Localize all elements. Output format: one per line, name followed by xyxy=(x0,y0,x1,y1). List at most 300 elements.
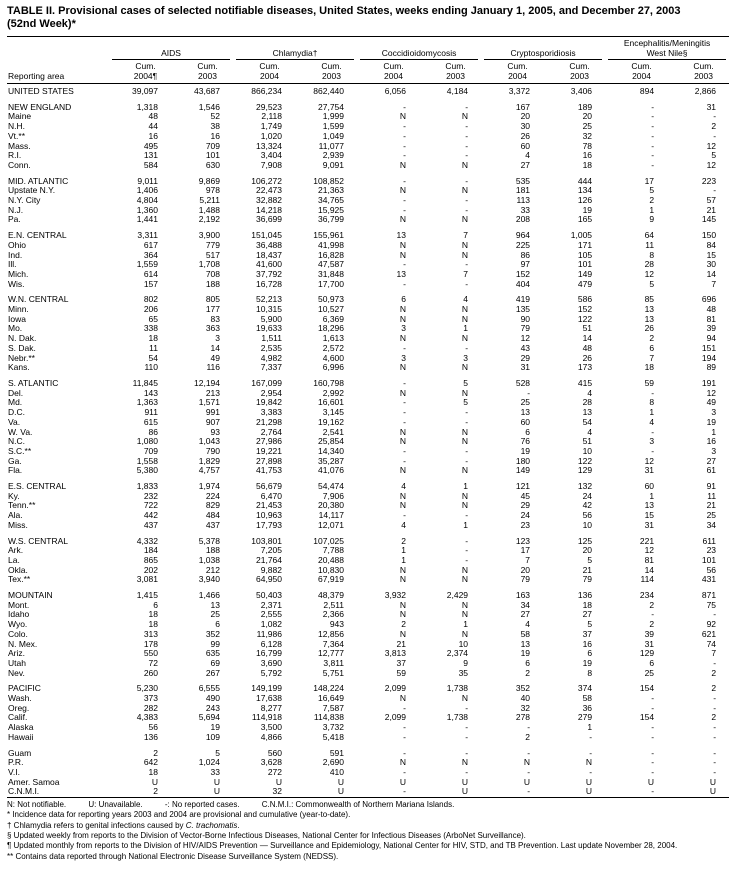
value-cell: 60 xyxy=(644,482,655,492)
value-cell: - xyxy=(651,102,655,112)
value-cell: 5,751 xyxy=(322,668,345,678)
value-cell: - xyxy=(465,768,469,777)
value-cell: 1,318 xyxy=(136,102,158,112)
value-cell: 21,764 xyxy=(256,555,282,565)
value-cell: 13 xyxy=(520,408,531,418)
value-cell: 101 xyxy=(701,555,717,565)
table-row xyxy=(7,521,729,531)
value-cell: - xyxy=(651,388,655,398)
value-cell: 3,628 xyxy=(260,758,282,768)
value-cell: 4,757 xyxy=(198,466,220,476)
footnotes xyxy=(7,800,729,862)
value-cell: 56,679 xyxy=(256,482,282,492)
table-row xyxy=(7,196,729,206)
value-cell: 27 xyxy=(520,160,531,170)
reporting-area-cell: N.J. xyxy=(8,205,24,215)
value-cell: 61 xyxy=(706,466,717,476)
table-row xyxy=(7,537,729,547)
value-cell: 517 xyxy=(205,250,220,260)
value-cell: 67,919 xyxy=(318,575,345,585)
reporting-area-cell: Del. xyxy=(8,388,24,398)
value-cell: 225 xyxy=(515,240,531,250)
reporting-area-cell: Idaho xyxy=(8,610,30,620)
value-cell: 5,694 xyxy=(198,713,220,723)
value-cell: 1,833 xyxy=(136,482,158,492)
value-cell: 404 xyxy=(515,279,531,289)
table-row xyxy=(7,492,729,502)
value-cell: 107,025 xyxy=(313,536,345,546)
table-header xyxy=(7,37,729,84)
value-cell: 79 xyxy=(520,324,531,334)
value-cell: N xyxy=(399,610,407,620)
value-cell: 31 xyxy=(644,520,655,530)
table-row xyxy=(7,640,729,650)
value-cell: 27,754 xyxy=(318,102,345,112)
value-cell: U xyxy=(709,777,717,787)
value-cell: 1,749 xyxy=(260,122,282,132)
value-cell: - xyxy=(713,758,717,768)
value-cell: 6 xyxy=(401,295,407,305)
table-row xyxy=(7,344,729,354)
value-cell: 13 xyxy=(644,501,655,511)
value-cell: 65 xyxy=(148,314,158,324)
value-cell: 586 xyxy=(577,295,593,305)
table-row xyxy=(7,501,729,511)
value-cell: 24 xyxy=(582,491,593,501)
value-cell: 10,315 xyxy=(256,305,282,315)
value-cell: N xyxy=(399,186,407,196)
value-cell: 805 xyxy=(205,295,220,305)
value-cell: 7,587 xyxy=(322,703,345,713)
value-cell: 911 xyxy=(144,408,158,418)
reporting-area-cell: Minn. xyxy=(8,305,29,315)
value-cell: U xyxy=(461,787,469,797)
value-cell: N xyxy=(399,466,407,476)
value-cell: 2 xyxy=(711,122,717,132)
value-cell: N xyxy=(399,491,407,501)
reporting-area-cell: Hawaii xyxy=(8,732,34,742)
table-row xyxy=(7,151,729,161)
reporting-area-cell: Ky. xyxy=(8,491,20,501)
value-cell: 16 xyxy=(148,131,158,141)
value-cell: N xyxy=(399,565,407,575)
value-cell: 278 xyxy=(515,713,531,723)
col-group-coccidioidomycosis-label: Coccidioidomycosis xyxy=(381,47,457,58)
value-cell: 2,366 xyxy=(322,610,345,620)
value-cell: 79 xyxy=(520,575,531,585)
value-cell: 15,925 xyxy=(318,205,345,215)
reporting-area-cell: Ga. xyxy=(8,456,22,466)
value-cell: - xyxy=(465,131,469,141)
value-cell: 14,218 xyxy=(256,205,282,215)
value-cell: 7,364 xyxy=(322,639,345,649)
value-cell: 39,097 xyxy=(132,86,158,96)
value-cell: - xyxy=(465,732,469,742)
value-cell: 3 xyxy=(215,334,220,344)
value-cell: 591 xyxy=(329,748,345,758)
value-cell: 722 xyxy=(143,501,158,511)
value-cell: 12 xyxy=(644,269,655,279)
value-cell: - xyxy=(465,446,469,456)
value-cell: U xyxy=(275,777,282,787)
table-row xyxy=(7,295,729,305)
value-cell: 1,738 xyxy=(446,684,469,694)
value-cell: 2,374 xyxy=(446,649,469,659)
value-cell: 149,199 xyxy=(251,684,282,694)
value-cell: 9,091 xyxy=(322,160,345,170)
col-group-aids-label: AIDS xyxy=(161,47,181,58)
footnote-line: † Chlamydia refers to genital infections caused by C. trachomatis. xyxy=(7,820,240,830)
reporting-area-cell: Conn. xyxy=(8,160,31,170)
value-cell: 36 xyxy=(582,703,593,713)
value-cell: 114 xyxy=(640,575,655,585)
value-cell: 8,277 xyxy=(260,703,282,713)
value-cell: - xyxy=(403,343,407,353)
value-cell: 13 xyxy=(520,639,531,649)
table-row xyxy=(7,749,729,759)
table-row xyxy=(7,778,729,788)
value-cell: U xyxy=(709,787,717,797)
value-cell: N xyxy=(399,112,407,122)
value-cell: 126 xyxy=(577,196,593,206)
value-cell: 6,369 xyxy=(322,314,345,324)
value-cell: 151,045 xyxy=(251,231,282,241)
value-cell: 1,080 xyxy=(136,437,158,447)
value-cell: - xyxy=(403,748,407,758)
value-cell: 113 xyxy=(516,196,531,206)
reporting-area-cell: N. Dak. xyxy=(8,334,37,344)
value-cell: 39 xyxy=(644,629,655,639)
value-cell: 165 xyxy=(577,215,593,225)
table-row xyxy=(7,447,729,457)
value-cell: - xyxy=(651,768,655,777)
reporting-area-cell: W.S. CENTRAL xyxy=(8,536,68,546)
value-cell: 3 xyxy=(401,353,407,363)
value-cell: 3,690 xyxy=(260,658,282,668)
value-cell: 894 xyxy=(639,86,655,96)
value-cell: 18 xyxy=(148,768,158,777)
reporting-area-cell: MOUNTAIN xyxy=(8,591,53,601)
value-cell: 59 xyxy=(644,378,655,388)
reporting-area-cell: Pa. xyxy=(8,215,21,225)
value-cell: 50,403 xyxy=(256,591,282,601)
value-cell: 4 xyxy=(525,151,531,161)
value-cell: 1,038 xyxy=(198,555,220,565)
table-row xyxy=(7,206,729,216)
value-cell: - xyxy=(465,102,469,112)
value-cell: N xyxy=(461,610,469,620)
value-cell: 13 xyxy=(644,305,655,315)
value-cell: 56 xyxy=(706,565,717,575)
value-cell: 157 xyxy=(143,279,158,289)
table-row xyxy=(7,270,729,280)
value-cell: 25 xyxy=(520,398,531,408)
value-cell: 282 xyxy=(143,703,158,713)
value-cell: 194 xyxy=(701,353,717,363)
value-cell: 14 xyxy=(582,334,593,344)
value-cell: 4,982 xyxy=(260,353,282,363)
value-cell: 10 xyxy=(458,639,469,649)
value-cell: 45 xyxy=(520,491,531,501)
value-cell: 26 xyxy=(582,353,593,363)
value-cell: 12 xyxy=(644,546,655,556)
table-row xyxy=(7,591,729,601)
col-group-cryptosporidiosis xyxy=(481,37,605,61)
value-cell: - xyxy=(465,748,469,758)
value-cell: 550 xyxy=(143,649,158,659)
value-cell: 9 xyxy=(463,658,469,668)
value-cell: 21 xyxy=(706,205,717,215)
value-cell: N xyxy=(585,758,593,768)
value-cell: 178 xyxy=(143,639,158,649)
value-cell: 163 xyxy=(515,591,531,601)
value-cell: 136 xyxy=(577,591,593,601)
value-cell: - xyxy=(713,186,717,196)
value-cell: 3 xyxy=(463,353,469,363)
value-cell: - xyxy=(403,279,407,289)
value-cell: 1,441 xyxy=(136,215,158,225)
value-cell: 1 xyxy=(401,555,407,565)
value-cell: - xyxy=(465,343,469,353)
subheader-west-nile-cum-2004: Cum. 2004 xyxy=(605,60,667,84)
notifiable-diseases-table xyxy=(7,36,729,798)
value-cell: 1,415 xyxy=(136,591,158,601)
value-cell: 86 xyxy=(520,250,531,260)
value-cell: 171 xyxy=(577,240,593,250)
value-cell: - xyxy=(527,388,531,398)
value-cell: 40 xyxy=(520,694,531,704)
value-cell: 202 xyxy=(143,565,158,575)
value-cell: 56 xyxy=(148,723,158,733)
value-cell: 7,205 xyxy=(260,546,282,556)
col-group-west-nile-label-line1: Encephalitis/Meningitis xyxy=(623,38,711,48)
col-group-aids xyxy=(109,37,233,61)
table-row xyxy=(7,280,729,290)
value-cell: - xyxy=(403,205,407,215)
value-cell: - xyxy=(465,546,469,556)
table-row xyxy=(7,630,729,640)
value-cell: 17 xyxy=(520,546,531,556)
value-cell: 20,380 xyxy=(318,501,345,511)
reporting-area-cell: Utah xyxy=(8,658,26,668)
value-cell: 145 xyxy=(701,215,717,225)
table-row xyxy=(7,408,729,418)
value-cell: 51 xyxy=(582,437,593,447)
value-cell: 180 xyxy=(515,456,531,466)
value-cell: 3 xyxy=(401,324,407,334)
value-cell: 69 xyxy=(210,658,220,668)
value-cell: 25 xyxy=(210,610,220,620)
value-cell: 35,287 xyxy=(318,456,345,466)
reporting-area-cell: N.H. xyxy=(8,122,25,132)
value-cell: - xyxy=(651,748,655,758)
table-row xyxy=(7,694,729,704)
value-cell: N xyxy=(523,758,531,768)
value-cell: 10 xyxy=(582,446,593,456)
value-cell: 17,700 xyxy=(318,279,345,289)
value-cell: 13 xyxy=(210,600,220,610)
reporting-area-cell: N.C. xyxy=(8,437,25,447)
value-cell: 260 xyxy=(143,668,158,678)
value-cell: N xyxy=(461,215,469,225)
reporting-area-cell: Ill. xyxy=(8,260,17,270)
subheader-cryptosporidiosis-cum-2003: Cum. 2003 xyxy=(543,60,605,84)
value-cell: 30 xyxy=(706,260,717,270)
value-cell: 374 xyxy=(577,684,593,694)
table-body xyxy=(7,84,729,798)
value-cell: U xyxy=(523,777,531,787)
value-cell: 12 xyxy=(706,388,717,398)
value-cell: 184 xyxy=(143,546,158,556)
value-cell: 9,882 xyxy=(260,565,282,575)
reporting-area-cell: E.N. CENTRAL xyxy=(8,231,67,241)
value-cell: 1,020 xyxy=(260,131,282,141)
value-cell: 2 xyxy=(525,732,531,742)
value-cell: 2,371 xyxy=(260,600,282,610)
value-cell: 584 xyxy=(143,160,158,170)
value-cell: - xyxy=(465,456,469,466)
col-group-chlamydia xyxy=(233,37,357,61)
value-cell: N xyxy=(461,575,469,585)
value-cell: 2,429 xyxy=(446,591,469,601)
value-cell: 11 xyxy=(645,240,655,250)
value-cell: 2,939 xyxy=(322,151,345,161)
value-cell: 7 xyxy=(711,279,717,289)
value-cell: 27,898 xyxy=(256,456,282,466)
value-cell: N xyxy=(461,112,469,122)
value-cell: - xyxy=(713,748,717,758)
value-cell: 1,406 xyxy=(136,186,158,196)
value-cell: 1 xyxy=(587,723,593,733)
value-cell: 212 xyxy=(205,565,220,575)
value-cell: - xyxy=(465,141,469,151)
value-cell: 14,340 xyxy=(318,446,345,456)
value-cell: 17,793 xyxy=(256,520,282,530)
footnote-line: * Incidence data for reporting years 2003 and 2004 are provisional and cumulative (year-to-date). xyxy=(7,810,351,820)
value-cell: 1,829 xyxy=(198,456,220,466)
value-cell: 1,599 xyxy=(322,122,345,132)
value-cell: N xyxy=(399,600,407,610)
value-cell: 1,024 xyxy=(198,758,220,768)
table-row xyxy=(7,511,729,521)
table-row xyxy=(7,363,729,373)
value-cell: - xyxy=(651,160,655,170)
value-cell: 47,587 xyxy=(318,260,345,270)
value-cell: 4 xyxy=(525,620,531,630)
value-cell: - xyxy=(403,378,407,388)
reporting-area-cell: Ark. xyxy=(8,546,24,556)
value-cell: 23 xyxy=(706,546,717,556)
reporting-area-cell: Ohio xyxy=(8,240,26,250)
table-row xyxy=(7,241,729,251)
table-row xyxy=(7,251,729,261)
value-cell: 149 xyxy=(515,466,531,476)
value-cell: 3 xyxy=(711,446,717,456)
value-cell: 12 xyxy=(706,160,717,170)
value-cell: 72 xyxy=(148,658,158,668)
value-cell: 2 xyxy=(711,684,717,694)
value-cell: N xyxy=(461,388,469,398)
reporting-area-cell: Wyo. xyxy=(8,620,28,630)
table-row xyxy=(7,437,729,447)
value-cell: 8 xyxy=(649,250,655,260)
table-row xyxy=(7,84,729,97)
value-cell: 3,811 xyxy=(323,658,345,668)
value-cell: N xyxy=(399,160,407,170)
value-cell: 1,360 xyxy=(136,205,158,215)
table-row xyxy=(7,177,729,187)
value-cell: - xyxy=(465,151,469,161)
value-cell: 9 xyxy=(649,215,655,225)
reporting-area-cell: Upstate N.Y. xyxy=(8,186,56,196)
subheader-chlamydia-cum-2003: Cum. 2003 xyxy=(295,60,357,84)
value-cell: 52,213 xyxy=(256,295,282,305)
value-cell: 1 xyxy=(463,482,469,492)
reporting-area-cell: Alaska xyxy=(8,723,34,733)
reporting-area-cell: Mo. xyxy=(8,324,23,334)
value-cell: 42 xyxy=(582,501,593,511)
table-row xyxy=(7,305,729,315)
reporting-area-cell: Iowa xyxy=(8,314,26,324)
value-cell: N xyxy=(461,305,469,315)
table-row xyxy=(7,231,729,241)
value-cell: 7 xyxy=(649,353,655,363)
value-cell: 1,999 xyxy=(322,112,345,122)
table-row xyxy=(7,713,729,723)
value-cell: - xyxy=(465,511,469,521)
subheader-chlamydia-cum-2004: Cum. 2004 xyxy=(233,60,295,84)
value-cell: 2,690 xyxy=(322,758,345,768)
value-cell: 16 xyxy=(582,639,593,649)
value-cell: 83 xyxy=(210,314,220,324)
reporting-area-cell: P.R. xyxy=(8,758,24,768)
value-cell: 1,082 xyxy=(260,620,282,630)
value-cell: 109 xyxy=(205,732,220,742)
value-cell: U xyxy=(399,777,407,787)
value-cell: 103,801 xyxy=(251,536,282,546)
reporting-area-cell: Mass. xyxy=(8,141,31,151)
value-cell: 19,633 xyxy=(256,324,282,334)
col-group-chlamydia-label: Chlamydia† xyxy=(272,47,318,58)
table-row xyxy=(7,315,729,325)
value-cell: 12 xyxy=(644,456,655,466)
value-cell: 26 xyxy=(520,131,531,141)
value-cell: 32 xyxy=(582,131,593,141)
value-cell: 444 xyxy=(577,176,593,186)
value-cell: 19 xyxy=(582,658,593,668)
value-cell: 106,272 xyxy=(251,176,282,186)
value-cell: 48 xyxy=(148,112,158,122)
value-cell: - xyxy=(589,732,593,742)
value-cell: 1 xyxy=(463,520,469,530)
value-cell: - xyxy=(651,610,655,620)
value-cell: - xyxy=(403,408,407,418)
value-cell: U xyxy=(461,777,469,787)
value-cell: - xyxy=(465,408,469,418)
value-cell: 495 xyxy=(143,141,158,151)
value-cell: 802 xyxy=(143,295,158,305)
value-cell: 13 xyxy=(582,408,593,418)
value-cell: 31 xyxy=(644,639,655,649)
value-cell: 14 xyxy=(644,565,655,575)
value-cell: - xyxy=(403,151,407,161)
value-cell: 18,296 xyxy=(318,324,345,334)
value-cell: - xyxy=(403,131,407,141)
reporting-area-cell: Amer. Samoa xyxy=(8,777,60,787)
reporting-area-cell: Maine xyxy=(8,112,32,122)
value-cell: 17 xyxy=(644,176,655,186)
value-cell: N xyxy=(399,314,407,324)
